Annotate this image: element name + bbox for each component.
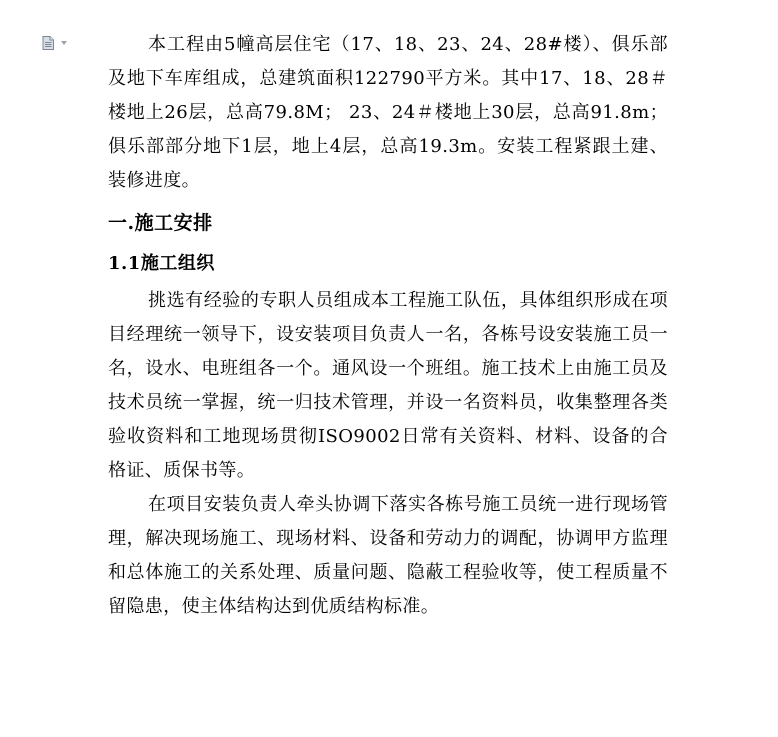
intro-paragraph: 本工程由5幢高层住宅（17、18、23、24、28#楼）、俱乐部及地下车库组成，总建筑面积122790平方米。其中17、18、28＃楼地上26层，总高79.8M； 23、24＃楼地上30层，总高91.8m；俱乐部部分地下1层，地上4层，总高19.3m。安装工程紧跟土建、装修进度。 (108, 34, 668, 191)
section-heading: 一.施工安排 (108, 212, 213, 234)
subsection-heading: 1.1施工组织 (108, 253, 215, 274)
coordination-paragraph: 在项目安装负责人牵头协调下落实各栋号施工员统一进行现场管理，解决现场施工、现场材料、设备和劳动力的调配，协调甲方监理和总体施工的关系处理、质量问题、隐蔽工程验收等，使工程质量不留隐患，使主体结构达到优质结构标准。 (108, 494, 668, 617)
organization-paragraph: 挑选有经验的专职人员组成本工程施工队伍，具体组织形成在项目经理统一领导下，设安装项目负责人一名，各栋号设安装施工员一名，设水、电班组各一个。通风设一个班组。施工技术上由施工员及技术员统一掌握，统一归技术管理，并设一名资料员，收集整理各类验收资料和工地现场贯彻ISO9002日常有关资料、材料、设备的合格证、质保书等。 (108, 290, 668, 481)
document-icon[interactable] (42, 36, 54, 50)
chevron-down-icon[interactable] (61, 41, 67, 45)
document-body (108, 28, 668, 624)
